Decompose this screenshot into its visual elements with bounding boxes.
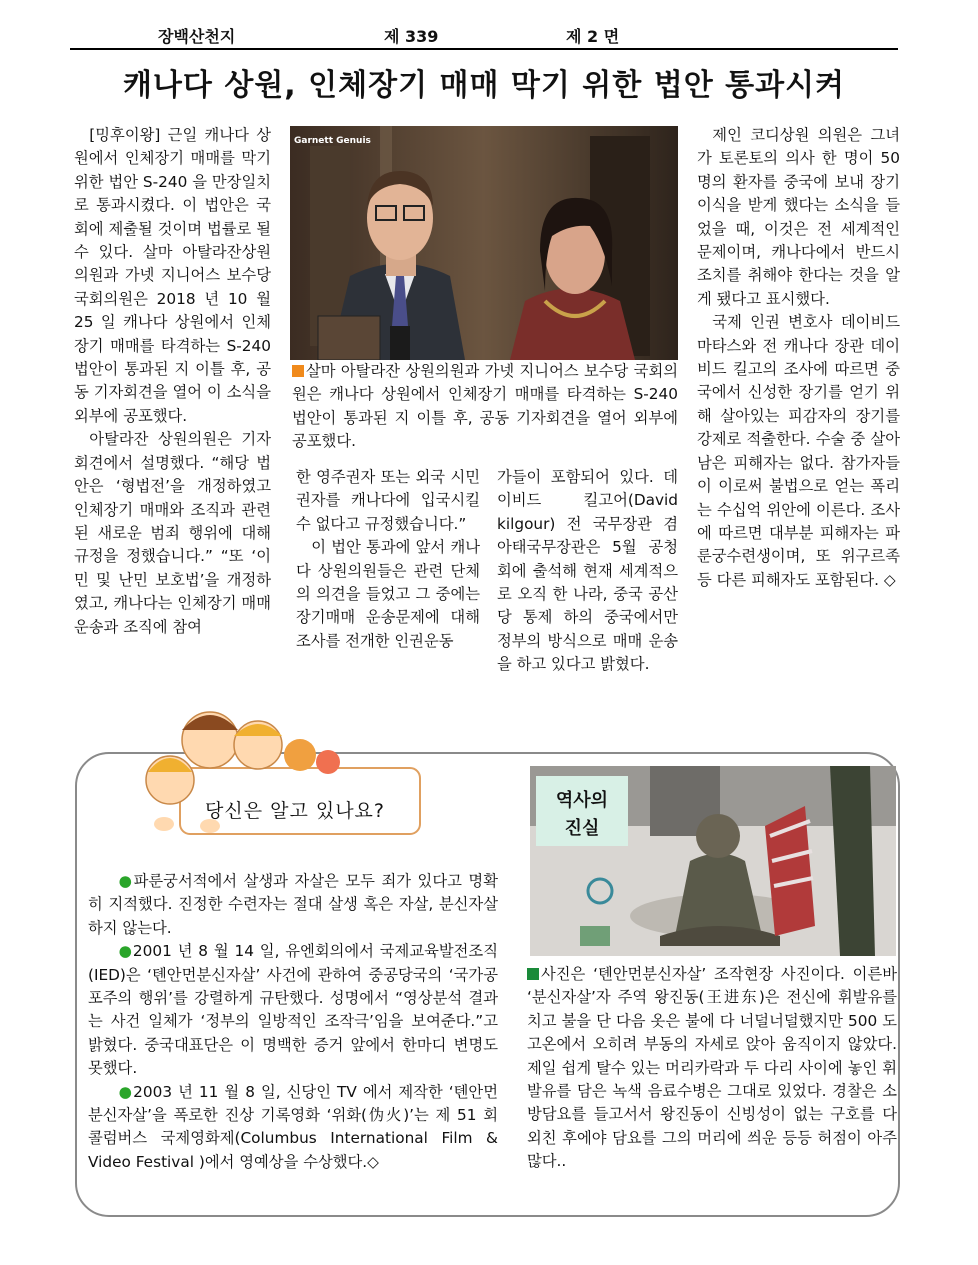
page-number: 제 2 면 (566, 27, 620, 46)
banner-line-2: 진실 (564, 818, 600, 839)
article-paragraph: 가들이 포함되어 있다. 데이비드 킬고어(David kilgour) 전 국무장관 겸 아태국무장관은 5월 공청회에 출석해 현재 세계적으로 오직 한 나라, 중국 공산당 통제 하의 중국에서만 정부의 방식으로 매매 운송을 하고 있다고 밝혔다. (497, 468, 678, 674)
caption-square-icon (527, 968, 539, 980)
bullet-dot-icon: ● (118, 872, 134, 890)
fact-item (88, 870, 498, 940)
page-header (70, 22, 898, 50)
article-paragraph: [밍후이왕] 근일 캐나다 상원에서 인체장기 매매를 막기 위한 법안 S-240 을 만장일치로 통과시켰다. 이 법안은 국회에 제출될 것이며 법률로 될 수 있다. 살마 아탈라잔상원 의원과 가넷 지니어스 보수당 국회의원은 2018 년 10 월 25 일 캐나다 상원에서 인체장기 매매를 타격하는 S-240 법안이 통과된 지 이틀 후, 공동 기자회견을 열어 이 소식을 외부에 공포했다. (74, 126, 271, 425)
article-paragraph: 한 영주권자 또는 외국 시민권자를 캐나다에 입국시킬 수 없다고 규정했습니다.” (296, 468, 480, 533)
fact-item (88, 1081, 498, 1175)
fact-text: 파룬궁서적에서 살생과 자살은 모두 죄가 있다고 명확히 지적했다. 진정한 수련자는 절대 살생 혹은 자살, 분신자살 하지 않는다. (88, 872, 498, 937)
article-column-2 (296, 466, 480, 653)
bullet-dot-icon: ● (118, 942, 133, 961)
photo-caption (292, 360, 678, 454)
article-column-4 (697, 124, 900, 592)
article-paragraph: 이 법안 통과에 앞서 캐나다 상원의원들은 관련 단체의 의견을 들었고 그 중에는 장기매매 운송문제에 대해 조사를 전개한 인권운동 (296, 538, 480, 650)
headline: 캐나다 상원, 인체장기 매매 막기 위한 법안 통과시켜 (122, 68, 846, 103)
caption-text: 살마 아탈라잔 상원의원과 가넷 지니어스 보수당 국회의원은 캐나다 상원에서 인체장기 매매를 타격하는 S-240 법안이 통과된 지 이틀 후, 공동 기자회견을 열어 외부에 공포했다. (292, 362, 678, 451)
bullet-dot-icon: ● (118, 1082, 134, 1101)
article-column-1 (74, 124, 271, 639)
fact-text: 2003 년 11 월 8 일, 신당인 TV 에서 제작한 ‘톈안먼분신자살’을 폭로한 진상 기록영화 ‘위화(伪火)’는 제 51 회 콜럼버스 국제영화제(Columbus International Film & Video Festival )에서 영예상을 수상했다.◇ (88, 1082, 498, 1171)
history-caption-text: 사진은 ‘톈안먼분신자살’ 조작현장 사진이다. 이른바 ‘분신자살’자 주역 왕진동(王进东)은 전신에 휘발유를 치고 불을 단 다음 옷은 불에 다 너덜너덜했지만 500 도 고온에서 오히려 부동의 자세로 앉아 움직이지 않았다. 제일 쉽게 탈수 있는 머리카락과 두 다리 사이에 놓인 휘발유를 담은 녹색 음료수병은 그대로 있었다. 경찰은 소방담요를 들고서서 왕진동이 신빙성이 없는 구호를 다 외친 후에야 담요를 그의 머리에 씌운 등등 허점이 아주 많다.. (527, 965, 897, 1171)
article-paragraph: 제인 코디상원 의원은 그녀가 토론토의 의사 한 명이 50 명의 환자를 중국에 보내 장기이식을 받게 했다는 소식을 들었을 때, 이것은 전 세계적인 문제이며, 캐나다에서 반드시 조치를 취해야 한다는 것을 알게 됐다고 표시했다. (697, 126, 900, 308)
sidebar-title: 당신은 알고 있나요? (205, 800, 385, 822)
article-column-3 (497, 466, 678, 677)
caption-square-icon (292, 365, 304, 377)
newspaper-name: 장백산천지 (158, 27, 236, 46)
fact-item (88, 940, 498, 1080)
press-conference-photo (290, 126, 678, 360)
issue-number: 제 339 (384, 27, 439, 46)
history-banner (536, 776, 628, 846)
photo-credit: Garnett Genuis (294, 136, 371, 146)
history-caption (527, 963, 897, 1174)
fact-text: 2001 년 8 월 14 일, 유엔회의에서 국제교육발전조직(IED)은 ‘톈안먼분신자살’ 사건에 관하여 중공당국의 ‘국가공포주의 행위’를 강렬하게 규탄했다. 성명에서 “영상분석 결과는 사건 일체가 ‘정부의 일방적인 조작극’임을 보여준다.”고 밝혔다. 중국대표단은 이 명백한 증거 앞에서 한마디 변명도 못했다. (88, 942, 498, 1078)
article-paragraph: 국제 인권 변호사 데이비드 마타스와 전 캐나다 장관 데이비드 킬고의 조사에 따르면 중국에서 신성한 장기를 얻기 위해 살아있는 피감자의 장기를 강제로 적출한다. 수술 중 살아남은 피해자는 없다. 참가자들이 이로써 불법으로 얻는 폭리는 수십억 위안에 이른다. 조사에 따르면 대부분 피해자는 파룬궁수련생이며, 또 위구르족 등 다른 피해자도 포함된다. ◇ (697, 313, 900, 589)
banner-line-1: 역사의 (555, 790, 609, 811)
sidebar-facts (88, 870, 498, 1174)
article-paragraph: 아탈라잔 상원의원은 기자회견에서 설명했다. “해당 법안은 ‘형법전’을 개정하였고 인체장기 매매와 조직과 관련된 새로운 범죄 행위에 대해 규정을 정했습니다.” “또 ‘이민 및 난민 보호법’을 개정하였고, 캐나다는 인체장기 매매 운송과 조직에 참여 (74, 430, 271, 636)
